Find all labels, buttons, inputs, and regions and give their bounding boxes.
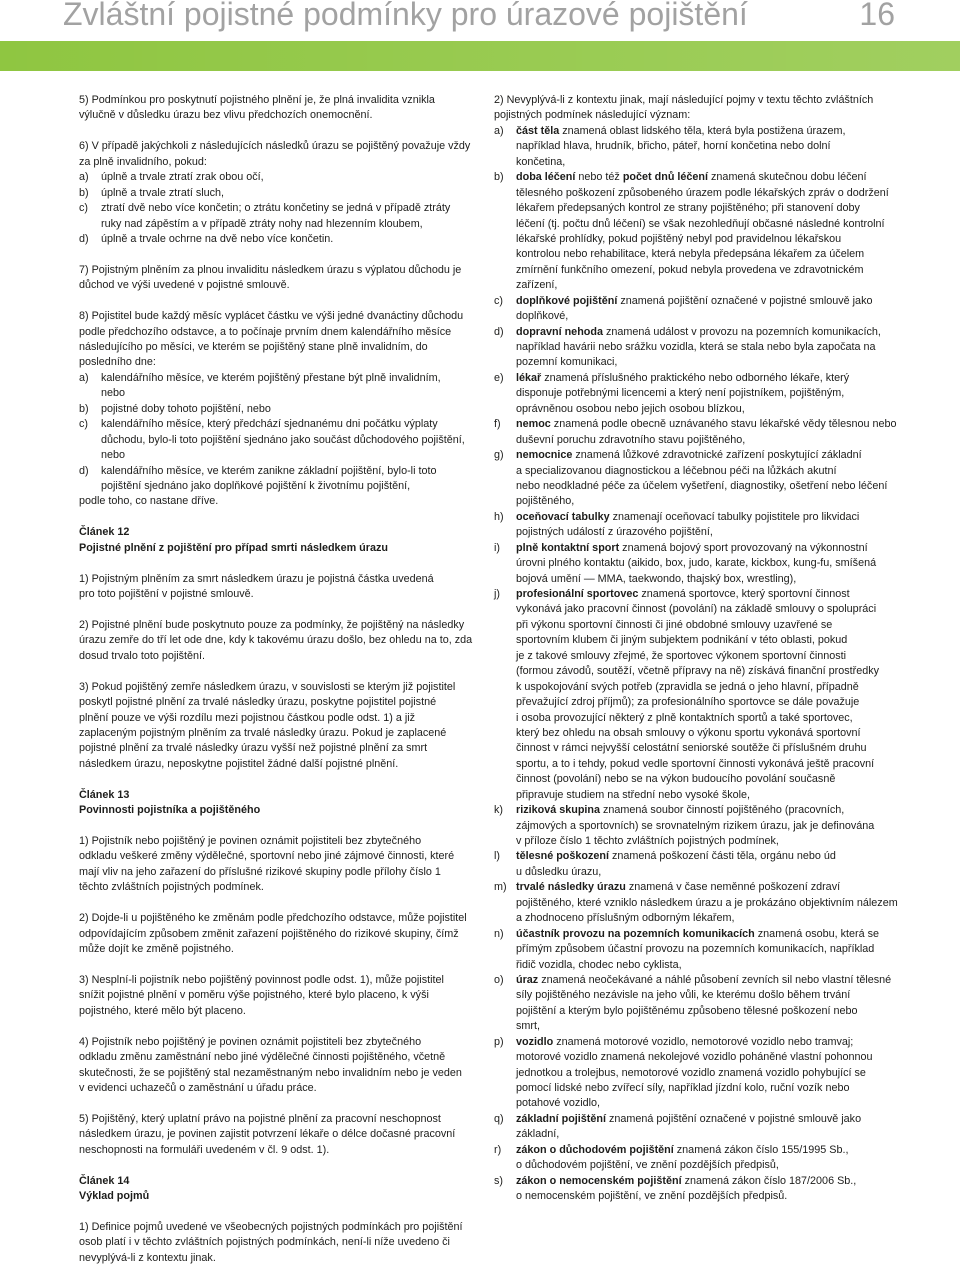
text-line: 2) Dojde-li u pojištěného ke změnám podle předchozího odstavce, může pojistitel xyxy=(79,912,467,925)
defined-term: dopravní nehoda xyxy=(516,325,603,338)
item-label: i) xyxy=(494,541,500,554)
text-line: nebo xyxy=(101,449,126,462)
text-line: pomocí lidské nebo zvířecí síly, například jízdní kolo, ruční vozík nebo xyxy=(516,1082,850,1094)
list-item xyxy=(79,232,479,247)
text-run: znamená podle obecně uznávaného stavu lékařské vědy tělesnou nebo xyxy=(550,418,897,431)
text-line: v příloze číslo 1 těchto zvláštních pojistných podmínek, xyxy=(516,835,779,847)
item-label: m) xyxy=(494,881,507,894)
text-line: odpovídajícím způsobem změnit zařazení pojištěného do rizikové skupiny, čímž xyxy=(79,927,459,940)
list-item xyxy=(79,464,479,495)
text-line: osob platí i v těchto zvláštních pojistných podmínkách, není-li níže uvedeno či xyxy=(79,1236,450,1249)
text-line xyxy=(516,170,934,185)
text-line: plnění pouze ve výši rozdílu mezi pojistnou částkou podle odst. 1) a již xyxy=(79,711,416,724)
text-line: neschopnosti na formuláři uvedeném v čl. 9 odst. 1). xyxy=(79,1143,330,1156)
item-label: n) xyxy=(494,927,504,940)
page-title: Zvláštní pojistné podmínky pro úrazové pojištění xyxy=(63,0,748,32)
item-label: a) xyxy=(79,371,89,384)
list-item xyxy=(494,294,934,325)
text-line: dosud trvalo toto pojištění. xyxy=(79,649,206,662)
item-label: s) xyxy=(494,1174,503,1187)
text-run: znamená v čase neměnné poškození zdraví xyxy=(625,881,841,894)
text-run: znamená osobu, která se xyxy=(754,927,880,940)
list-item xyxy=(494,973,934,1035)
list-item xyxy=(79,201,479,232)
text-line: skutečnosti, že se pojištěný stal nezaměstnaným nebo invalidním nebo je veden xyxy=(79,1066,462,1079)
text-line: tělesného poškození způsobeného úrazem podle lékařských zpráv o dodržení xyxy=(516,186,889,199)
text-line: a zhodnoceno příslušným odborným lékařem, xyxy=(516,912,735,925)
text-line: pojištěného, xyxy=(516,495,575,508)
text-line: odkladu změnu zaměstnání nebo jiné výdělečné činnosti pojištěného, včetně xyxy=(79,1051,446,1064)
defined-term: nemocnice xyxy=(516,449,573,462)
header-accent-bar xyxy=(0,41,960,71)
article-heading xyxy=(79,1174,479,1205)
article-heading xyxy=(79,525,479,556)
text-line: zařízení, xyxy=(516,279,558,292)
list-item xyxy=(494,541,934,587)
text-run: znamenají oceňovací tabulky pojistitele pro likvidaci xyxy=(609,510,860,523)
item-label: c) xyxy=(494,294,503,307)
text-line: bojová umění — MMA, taekwondo, thajský box, wrestling), xyxy=(516,572,797,585)
text-line: kalendářního měsíce, který předchází sjednanému dni počátku výplaty xyxy=(101,418,438,431)
item-label: d) xyxy=(79,464,89,477)
text-run: znamená skutečnou dobu léčení xyxy=(708,171,867,184)
list-item xyxy=(79,371,479,402)
text-run: znamená zákon číslo 155/1995 Sb., xyxy=(673,1143,849,1156)
text-line: důchodu, bylo-li toto pojištění sjednáno jako součást důchodového pojištění, xyxy=(101,433,465,446)
text-run: nebo též xyxy=(575,171,623,184)
text-run: znamená oblast lidského těla, která byla postižena úrazem, xyxy=(559,124,846,137)
text-line: připravuje studiem na střední nebo vysoké škole, xyxy=(516,788,751,801)
text-line xyxy=(516,371,934,386)
list-item xyxy=(494,510,934,541)
paragraph xyxy=(79,1035,479,1097)
list-item xyxy=(79,417,479,463)
text-line: 2) Nevyplývá-li z kontextu jinak, mají následující pojmy v textu těchto zvláštních xyxy=(494,94,874,106)
text-line: nebo neodkladné péče za účelem vyšetření, diagnostiky, ošetření nebo léčení xyxy=(516,479,888,492)
text-line: v evidenci uchazečů o zaměstnání u úřadu práce. xyxy=(79,1082,317,1094)
text-line: pojištění sjednáno jako doplňkové pojištění k životnímu pojištění, xyxy=(101,479,411,492)
text-line: přímým způsobem účastní provozu na pozemních komunikacích, například xyxy=(516,943,875,956)
item-label: h) xyxy=(494,510,504,523)
list-item xyxy=(494,124,934,170)
text-line: sportovním klubem či jiným subjektem podnikání v této oblasti, pokud xyxy=(516,634,848,647)
text-line: pojištěného, které vzniklo následkem úrazu a je prokázáno objektivním nálezem xyxy=(516,896,898,909)
item-label: k) xyxy=(494,804,503,817)
defined-term: zákon o nemocenském pojištění xyxy=(516,1174,682,1187)
list-item xyxy=(494,371,934,417)
defined-term: plně kontaktní sport xyxy=(516,541,620,554)
text-run: znamená bojový sport provozovaný na výkonnostní xyxy=(619,541,868,554)
item-label: o) xyxy=(494,973,504,986)
text-line xyxy=(516,849,934,864)
text-line: výlučně v důsledku úrazu bez vlivu předchozích onemocnění. xyxy=(79,109,373,122)
text-line xyxy=(516,880,934,895)
text-line: základní, xyxy=(516,1128,560,1141)
paragraph xyxy=(79,834,479,896)
paragraph xyxy=(79,911,479,957)
text-line: pojištění a kterým bylo pojištěnému způsobeno tělesné poškození nebo xyxy=(516,1004,858,1017)
text-line: podle předchozího odstavce, a to počínaje prvním dnem kalendářního měsíce xyxy=(79,325,452,338)
list-item xyxy=(494,803,934,849)
text-line xyxy=(516,325,934,340)
text-line: sportu, a to i tehdy, pokud vedle sportovní činnosti vykonává ještě pracovní xyxy=(516,757,875,770)
text-line: 5) Podmínkou pro poskytnutí pojistného plnění je, že plná invalidita vznikla xyxy=(79,94,435,106)
defined-term: tělesné poškození xyxy=(516,850,610,863)
text-line: poskytl pojistné plnění za trvalé následky úrazu, poskytne pojistitel pojistné xyxy=(79,696,437,709)
text-line: pojistných podmínek následující význam: xyxy=(494,109,691,122)
text-line: může dojít ke změně pojistného. xyxy=(79,943,234,956)
text-line: doplňkové, xyxy=(516,310,569,323)
text-line: následkem úrazu, je povinen zajistit potvrzení lékaře o délce dočasné pracovní xyxy=(79,1128,456,1141)
item-label: d) xyxy=(79,232,89,245)
paragraph xyxy=(79,618,479,664)
list-item xyxy=(494,849,934,880)
text-line: zájmových a sportovních) se srovnatelným rizikem úrazu, jak je definována xyxy=(516,819,875,832)
text-run: znamená sportovce, který sportovní činnost xyxy=(638,588,850,600)
defined-term: počet dnů léčení xyxy=(622,171,709,184)
list-item xyxy=(494,1174,934,1205)
text-line: je z takové smlouvy zřejmé, že sportovec výkonem sportovní činnosti xyxy=(516,649,847,662)
paragraph xyxy=(79,572,479,603)
text-line: jednotkou a trolejbus, nemotorové vozidlo znamená vozidlo pohybující se xyxy=(516,1066,866,1079)
right-column xyxy=(494,93,934,1205)
paragraph xyxy=(79,93,479,124)
text-line: k uspokojování svých potřeb (zpravidla se jedná o jeho hlavní, případně xyxy=(516,680,859,693)
text-line: 3) Pokud pojištěný zemře následkem úrazu, v souvislosti se kterým již pojistitel xyxy=(79,680,456,693)
text-line: lékařem předepsaných kontrol ze strany pojištěného; při stanovení doby xyxy=(516,202,860,215)
text-line: řidič vozidla, chodec nebo cyklista, xyxy=(516,958,682,971)
text-line xyxy=(516,541,934,556)
text-line xyxy=(516,803,934,818)
left-column xyxy=(79,93,479,1266)
defined-term: účastník provozu na pozemních komunikacích xyxy=(516,927,755,940)
text-line: při výkonu sportovní činnosti či jiné obdobné smlouvy uzavřené se xyxy=(516,618,833,631)
text-run: znamená motorové vozidlo, nemotorové vozidlo nebo tramvaj; xyxy=(553,1035,854,1048)
text-line: disponuje potřebnými licencemi a který není pojistníkem, pojištěným, xyxy=(516,387,845,400)
item-label: a) xyxy=(494,124,504,137)
text-line: za plně invalidního, pokud: xyxy=(79,155,207,168)
text-line: úplně a trvale ztratí sluch, xyxy=(101,186,225,199)
paragraph xyxy=(79,1112,479,1158)
text-line: mají vliv na jeho zařazení do příslušné rizikové skupiny podle přílohy číslo 1 xyxy=(79,865,441,878)
defined-term: vozidlo xyxy=(516,1035,554,1048)
paragraph xyxy=(79,973,479,1019)
text-line: o důchodovém pojištění, ve znění pozdějších předpisů, xyxy=(516,1159,779,1172)
text-line: pozemní komunikaci, xyxy=(516,356,618,369)
text-line xyxy=(516,973,934,988)
text-line: 1) Pojistník nebo pojištěný je povinen oznámit pojistiteli bez zbytečného xyxy=(79,835,422,847)
text-run: znamená příslušného praktického nebo odborného lékaře, který xyxy=(541,371,850,384)
text-line: 6) V případě jakýchkoli z následujících následků úrazu se pojištěný považuje vždy xyxy=(79,140,471,153)
text-line xyxy=(516,510,934,525)
text-line xyxy=(516,417,934,432)
paragraph xyxy=(79,680,479,773)
text-line: činnost (povolání) nebo se na výkon budoucího povolání současně xyxy=(516,773,836,786)
text-line: důchod ve výši uvedené v pojistné smlouvě. xyxy=(79,279,290,292)
item-label: e) xyxy=(494,371,504,384)
text-line xyxy=(516,124,934,139)
defined-term: část těla xyxy=(516,124,560,137)
text-line: nevyplývá-li z kontextu jinak. xyxy=(79,1251,216,1264)
text-line: Pojistné plnění z pojištění pro případ smrti následkem úrazu xyxy=(79,541,388,554)
text-line: následujícího po měsíci, ve kterém se pojištěný stane plně invalidním, do xyxy=(79,341,428,353)
defined-term: trvalé následky úrazu xyxy=(516,881,626,894)
text-run: znamená pojištění označené v pojistné smlouvě jako xyxy=(617,294,873,307)
defined-term: nemoc xyxy=(516,418,551,431)
text-line xyxy=(516,1112,934,1127)
text-line: 4) Pojistník nebo pojištěný je povinen oznámit pojistiteli bez zbytečného xyxy=(79,1035,422,1048)
text-line: i osoba provozující některý z plně kontaktních sportů a také sportovec, xyxy=(516,711,853,724)
text-line: snížit pojistné plnění v poměru výše pojistného, které bylo placeno, k výši xyxy=(79,989,429,1002)
text-line xyxy=(516,927,934,942)
defined-term: úraz xyxy=(516,973,539,986)
text-line: 7) Pojistným plněním za plnou invaliditu následkem úrazu s výplatou důchodu je xyxy=(79,263,462,276)
text-line: úplně a trvale ztratí zrak obou očí, xyxy=(101,171,264,184)
item-label: g) xyxy=(494,449,504,462)
text-line: podle toho, co nastane dříve. xyxy=(79,495,219,508)
text-line: 1) Pojistným plněním za smrt následkem úrazu je pojistná částka uvedená xyxy=(79,572,434,585)
list-item xyxy=(494,1112,934,1143)
text-line xyxy=(516,1143,934,1158)
text-line: 8) Pojistitel bude každý měsíc vyplácet částku ve výši jedné dvanáctiny důchodu xyxy=(79,310,464,323)
defined-term: profesionální sportovec xyxy=(516,588,639,600)
list-item xyxy=(494,880,934,926)
text-line: končetina, xyxy=(516,155,566,168)
item-label: b) xyxy=(79,186,89,199)
text-line: kontrolou nebo rehabilitace, která nebyla předepsána lékařem za účelem xyxy=(516,248,865,261)
text-line: 2) Pojistné plnění bude poskytnuto pouze za podmínky, že pojištěný na následky xyxy=(79,618,465,631)
text-line xyxy=(516,448,934,463)
text-line: pojistné doby tohoto pojištění, nebo xyxy=(101,402,271,415)
text-run: znamená událost v provozu na pozemních komunikacích, xyxy=(602,325,881,338)
defined-term: doplňkové pojištění xyxy=(516,294,618,307)
text-line: a specializovanou diagnostickou a léčebnou péči na lůžkách akutní xyxy=(516,464,837,477)
item-label: b) xyxy=(494,171,504,184)
text-line: převažující zdroj příjmů); za profesionálního sportovce se dále považuje xyxy=(516,696,860,709)
text-line: 3) Nesplní-li pojistník nebo pojištěný povinnost podle odst. 1), může pojistitel xyxy=(79,973,444,986)
list-item xyxy=(494,448,934,510)
defined-term: doba léčení xyxy=(516,171,576,184)
text-line: (formou závodů, soutěží, včetně přípravy na ně) získává finanční prostředky xyxy=(516,665,880,678)
text-line: pojistných událostí z úrazového pojištění, xyxy=(516,526,713,539)
item-label: f) xyxy=(494,418,501,431)
text-line: zmírnění funkčního omezení, pokud nebyla provedena ve zdravotnickém xyxy=(516,263,864,276)
item-label: l) xyxy=(494,850,500,863)
text-line: pojistného, které mělo být placeno. xyxy=(79,1004,246,1017)
text-line: síly pojištěného nezávisle na jeho vůli, ke kterému došlo během trvání xyxy=(516,989,851,1002)
text-line: kalendářního měsíce, ve kterém zanikne základní pojištění, bylo-li toto xyxy=(101,464,437,477)
text-line: potahové vozidlo, xyxy=(516,1097,601,1110)
paragraph xyxy=(494,93,934,1205)
item-label: c) xyxy=(79,202,88,215)
item-label: p) xyxy=(494,1035,504,1048)
list-item xyxy=(494,1035,934,1112)
text-line: zaplaceným pojistným plněním za trvalé následky úrazu. Pokud je zaplacené xyxy=(79,726,447,739)
text-line: Povinnosti pojistníka a pojištěného xyxy=(79,804,261,817)
list-item xyxy=(79,170,479,185)
text-line: posledního dne: xyxy=(79,356,156,369)
text-line: následkem úrazu, neposkytne pojistitel žádné další pojistné plnění. xyxy=(79,757,399,770)
text-line: Článek 12 xyxy=(79,526,130,539)
text-line: motorové vozidlo znamená nekolejové vozidlo poháněné vlastní pohonnou xyxy=(516,1051,873,1064)
text-line: činnost v rámci nejvyšší celostátní seniorské soutěže či příslušném druhu xyxy=(516,742,867,755)
text-run: znamená neočekávané a náhlé působení zevních sil nebo vlastní tělesné xyxy=(538,973,892,986)
list-item xyxy=(494,927,934,973)
text-line: Článek 13 xyxy=(79,788,130,801)
item-label: q) xyxy=(494,1112,504,1125)
text-line: Výklad pojmů xyxy=(79,1190,150,1203)
text-line: ruky nad zápěstím a v případě ztráty nohy nad hlezenním kloubem, xyxy=(101,217,423,230)
page-number: 16 xyxy=(859,0,895,32)
defined-term: lékař xyxy=(516,371,542,384)
text-line xyxy=(516,587,934,602)
text-line: duševní poruchu zdravotního stavu pojištěného, xyxy=(516,433,746,446)
text-line: Článek 14 xyxy=(79,1174,130,1187)
text-line: léčení (tj. počtu dnů léčení) se však nezohledňují občasné následné kontrolní xyxy=(516,217,885,230)
item-label: d) xyxy=(494,325,504,338)
item-label: j) xyxy=(494,588,500,600)
text-line: kalendářního měsíce, ve kterém pojištěný přestane být plně invalidním, xyxy=(101,371,441,384)
text-line: těchto zvláštních pojistných podmínek. xyxy=(79,881,264,894)
text-line: vykonává jako pracovní činnost (povolání) na základě smlouvy o spolupráci xyxy=(516,603,877,616)
text-line: ztratí dvě nebo více končetin; o ztrátu končetiny se jedná v případě ztráty xyxy=(101,202,451,215)
list-item xyxy=(494,170,934,294)
text-line: oprávněnou osobou nebo jejich osobou blízkou, xyxy=(516,402,745,415)
list-item xyxy=(494,417,934,448)
text-line: úrovni plného kontaktu (aikido, box, judo, karate, kickbox, kung-fu, smíšená xyxy=(516,557,877,570)
list-item xyxy=(494,1143,934,1174)
text-run: znamená zákon číslo 187/2006 Sb., xyxy=(681,1174,857,1187)
text-line: 5) Pojištěný, který uplatní právo na pojistné plnění za pracovní neschopnost xyxy=(79,1112,441,1125)
paragraph xyxy=(79,263,479,294)
defined-term: riziková skupina xyxy=(516,804,601,817)
defined-term: zákon o důchodovém pojištění xyxy=(516,1143,674,1156)
list-item xyxy=(494,325,934,371)
paragraph xyxy=(79,139,479,247)
text-run: znamená poškození části těla, orgánu nebo úd xyxy=(609,850,836,863)
text-line: 1) Definice pojmů uvedené ve všeobecných pojistných podmínkách pro pojištění xyxy=(79,1220,463,1233)
text-line: odkladu veškeré změny výdělečné, sportovní nebo jiné zájmové činnosti, které xyxy=(79,850,455,863)
paragraph xyxy=(79,309,479,510)
list-item xyxy=(494,587,934,803)
text-run: znamená lůžkové zdravotnické zařízení poskytující základní xyxy=(572,449,862,462)
text-line xyxy=(516,1174,934,1189)
text-line: pojistné plnění za trvalé následky úrazu vyšší než pojistné plnění za smrt xyxy=(79,742,428,755)
text-line xyxy=(516,1035,934,1050)
item-label: b) xyxy=(79,402,89,415)
list-item xyxy=(79,186,479,201)
text-line: smrt, xyxy=(516,1020,540,1033)
text-line: který bez ohledu na obsah smlouvy o výkonu sportu vykonává sportovní xyxy=(516,726,861,739)
text-line: například havárii nebo srážku vozidla, která se stala nebo byla započata na xyxy=(516,341,876,353)
text-run: znamená pojištění označené v pojistné smlouvě jako xyxy=(606,1112,862,1125)
text-line xyxy=(516,294,934,309)
text-line: o nemocenském pojištění, ve znění pozdějších předpisů. xyxy=(516,1190,788,1203)
text-line: úplně a trvale ochrne na dvě nebo více končetin. xyxy=(101,232,334,245)
text-line: pro toto pojištění v pojistné smlouvě. xyxy=(79,588,254,600)
text-line: například hlava, hrudník, břicho, páteř, horní končetina nebo dolní xyxy=(516,140,831,153)
list-item xyxy=(79,402,479,417)
defined-term: základní pojištění xyxy=(516,1112,606,1125)
item-label: r) xyxy=(494,1143,502,1156)
text-line: nebo xyxy=(101,387,126,400)
text-line: úrazu zemře do tří let ode dne, kdy k takovému úrazu došlo, bez ohledu na to, zda xyxy=(79,634,473,647)
text-line: lékařské prohlídky, pokud pojištěný nebyl pod pravidelnou lékařskou xyxy=(516,232,842,245)
item-label: a) xyxy=(79,171,89,184)
text-run: znamená soubor činností pojištěného (pracovních, xyxy=(600,804,845,817)
item-label: c) xyxy=(79,418,88,431)
defined-term: oceňovací tabulky xyxy=(516,510,610,523)
text-line: u důsledku úrazu, xyxy=(516,865,602,878)
article-heading xyxy=(79,788,479,819)
paragraph xyxy=(79,1220,479,1266)
